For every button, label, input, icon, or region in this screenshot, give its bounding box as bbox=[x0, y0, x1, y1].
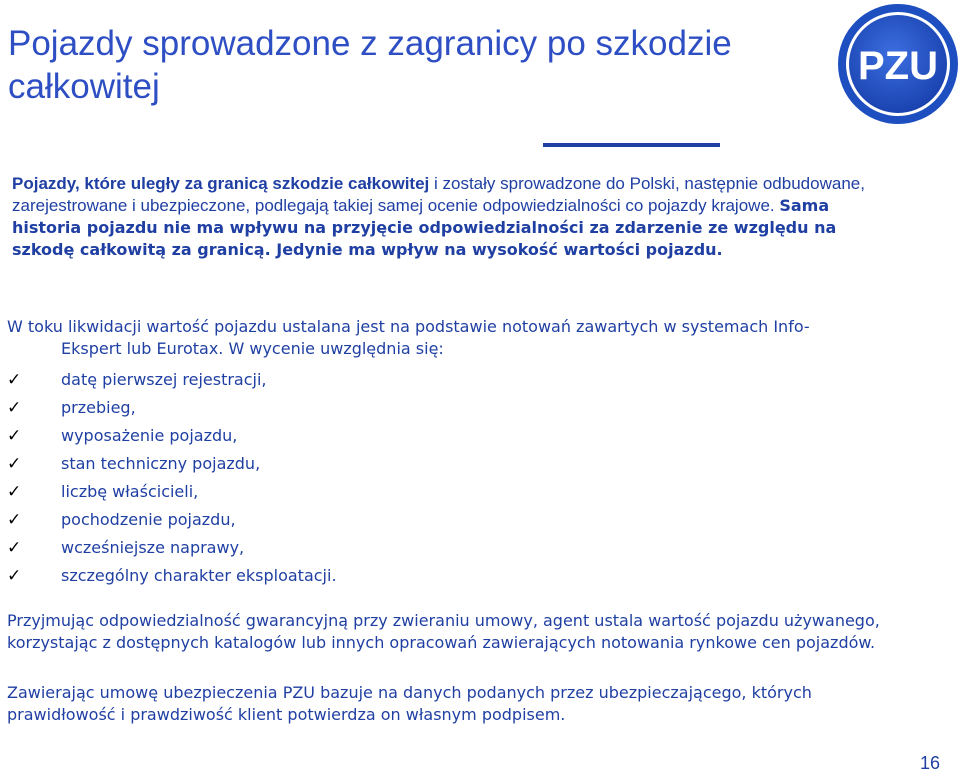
list-item: ✓ stan techniczny pojazdu, bbox=[7, 454, 261, 474]
checkmark-icon: ✓ bbox=[7, 454, 22, 474]
checkmark-icon: ✓ bbox=[7, 566, 22, 586]
page-number bbox=[920, 749, 960, 779]
title-underline bbox=[543, 143, 720, 147]
intro-paragraph bbox=[12, 173, 892, 261]
checkmark-icon: ✓ bbox=[7, 538, 22, 558]
list-item: ✓ wyposażenie pojazdu, bbox=[7, 426, 238, 446]
list-item: ✓ liczbę właścicieli, bbox=[7, 482, 199, 502]
pzu-logo-icon bbox=[837, 3, 959, 125]
intro-bold-lead: Pojazdy, które uległy za granicą szkodzie całkowitej bbox=[12, 174, 430, 193]
checkmark-icon: ✓ bbox=[7, 370, 22, 390]
agent-valuation-paragraph: Przyjmując odpowiedzialność gwarancyjną przy zwieraniu umowy, agent ustala wartość pojazdu używanego, korzystając z dostępnych katalogów lub innych opracowań zawierających notowania rynkowe cen pojazdów. bbox=[7, 611, 880, 652]
valuation-line-1: W toku likwidacji wartość pojazdu ustalana jest na podstawie notowań zawartych w systemach Info- bbox=[7, 317, 810, 336]
intro-bold-statement: Sama historia pojazdu nie ma wpływu na przyjęcie odpowiedzialności za zdarzenie ze względu na szkodę całkowitą za granicą. bbox=[12, 196, 837, 259]
intro-bold-statement-2: Jedynie ma wpływ na wysokość wartości pojazdu. bbox=[270, 240, 723, 259]
checkmark-icon: ✓ bbox=[7, 426, 22, 446]
valuation-checklist bbox=[7, 366, 337, 590]
valuation-line-2: Ekspert lub Eurotax. W wycenie uwzględnia się: bbox=[61, 339, 444, 358]
list-item: ✓ datę pierwszej rejestracji, bbox=[7, 370, 267, 390]
list-item: ✓ wcześniejsze naprawy, bbox=[7, 538, 245, 558]
intro-normal-text: i zostały sprowadzone do Polski, następnie odbudowane, zarejestrowane i ubezpieczone, podlegają takiej samej ocenie odpowiedzialności co pojazdy krajowe. bbox=[12, 174, 865, 215]
slide-title: Pojazdy sprowadzone z zagranicy po szkodzie całkowitej bbox=[8, 24, 732, 106]
checkmark-icon: ✓ bbox=[7, 482, 22, 502]
list-item: ✓ szczególny charakter eksploatacji. bbox=[7, 566, 337, 586]
pzu-logo bbox=[837, 3, 959, 125]
checkmark-icon: ✓ bbox=[7, 510, 22, 530]
list-item: ✓ przebieg, bbox=[7, 398, 136, 418]
checkmark-icon: ✓ bbox=[7, 398, 22, 418]
contract-data-paragraph: Zawierając umowę ubezpieczenia PZU bazuje na danych podanych przez ubezpieczającego, których prawidłowość i prawdziwość klient potwierdza on własnym podpisem. bbox=[7, 683, 812, 724]
page-number-text: 16 bbox=[920, 753, 941, 773]
list-item: ✓ pochodzenie pojazdu, bbox=[7, 510, 236, 530]
valuation-paragraph bbox=[7, 316, 907, 360]
logo-text: PZU bbox=[858, 44, 938, 88]
